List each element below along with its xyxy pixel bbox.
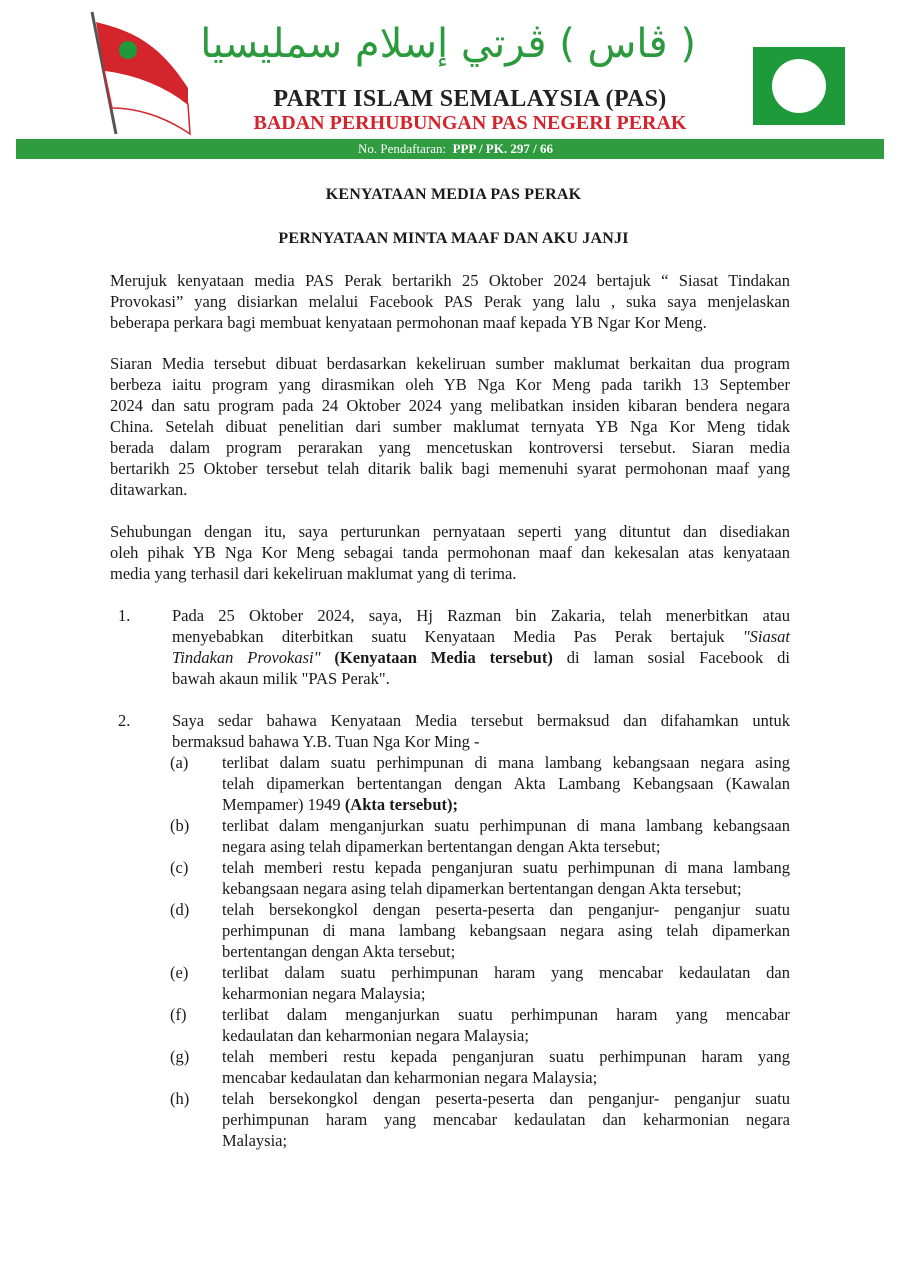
paragraph-line: Provokasi” yang disiarkan melalui Facebook PAS Perak yang lalu , suka saya menjelaskan xyxy=(110,292,790,311)
sub-item-body xyxy=(222,962,790,1004)
sub-item-line: mencabar kedaulatan dan keharmonian negara Malaysia; xyxy=(222,1068,598,1087)
pas-moon-emblem xyxy=(753,47,845,125)
paragraph-line: berbeza iaitu program yang dirasmikan oleh YB Nga Kor Meng pada tarikh 13 September xyxy=(110,375,790,394)
paragraph-line: berada dalam program perarakan yang mencetuskan kontroversi tersebut. Siaran media xyxy=(110,438,790,457)
sub-item-line: bertentangan dengan Akta tersebut; xyxy=(222,942,456,961)
sub-item-line: telah memberi restu kepada penganjuran suatu perhimpunan haram yang xyxy=(222,1047,790,1066)
sub-item-body xyxy=(222,1046,790,1088)
item-line: Pada 25 Oktober 2024, saya, Hj Razman bin Zakaria, telah menerbitkan atau xyxy=(172,606,790,625)
paragraph-line: 2024 dan satu program pada 24 Oktober 2024 yang melibatkan insiden kibaran bendera negara xyxy=(110,396,790,415)
sub-item-line: perhimpunan haram yang mencabar kedaulatan dan keharmonian negara xyxy=(222,1110,790,1129)
sub-item-body xyxy=(222,752,790,815)
registration xyxy=(358,139,553,159)
sub-item-mark: (d) xyxy=(170,900,190,919)
sub-item-line: terlibat dalam suatu perhimpunan di mana lambang kebangsaan negara asing xyxy=(222,753,790,772)
item-body xyxy=(172,605,790,689)
paragraph-line: ditawarkan. xyxy=(110,480,188,499)
sub-item-defined-term: (Akta tersebut); xyxy=(344,795,458,814)
letterhead xyxy=(0,0,907,165)
sub-item-mark: (c) xyxy=(170,858,189,877)
sub-item-line: terlibat dalam menganjurkan suatu perhimpunan haram yang mencabar xyxy=(222,1005,790,1024)
document-title: KENYATAAN MEDIA PAS PERAK xyxy=(325,186,582,203)
registration-bar xyxy=(16,139,884,159)
sub-item-mark: (b) xyxy=(170,816,190,835)
sub-item-body xyxy=(222,1088,790,1151)
sub-item-line: telah dipamerkan bertentangan dengan Akta Lambang Kebangsaan (Kawalan xyxy=(222,774,790,793)
paragraph-line: bertarikh 25 Oktober tersebut telah ditarik balik bagi memenuhi syarat permohonan maaf yang xyxy=(110,459,790,478)
paragraph-3 xyxy=(110,521,790,584)
sub-item-line: Malaysia; xyxy=(222,1131,288,1150)
paragraph-2 xyxy=(110,353,790,500)
item-line: bermaksud bahawa Y.B. Tuan Nga Kor Ming - xyxy=(172,732,480,751)
paragraph-line: Sehubungan dengan itu, saya perturunkan pernyataan seperti yang dituntut dan disediakan xyxy=(110,522,790,541)
paragraph-1 xyxy=(110,270,790,333)
sub-item-line: terlibat dalam menganjurkan suatu perhimpunan di mana lambang kebangsaan xyxy=(222,816,790,835)
paragraph-line: beberapa perkara bagi membuat kenyataan permohonan maaf kepada YB Ngar Kor Meng. xyxy=(110,313,707,332)
sub-item-mark: (h) xyxy=(170,1089,190,1108)
item-title-italic: "Siasat xyxy=(742,627,790,646)
sub-item-line xyxy=(222,794,790,815)
sub-item-body xyxy=(222,899,790,962)
arabic-party-title: ( ڤاس ) ڤرتي إسلام سمليسيا xyxy=(200,21,696,67)
item-text: menyebabkan diterbitkan suatu Kenyataan Media Pas Perak bertajuk xyxy=(172,627,743,646)
paragraph-line: Siaran Media tersebut dibuat berdasarkan kekeliruan sumber maklumat berkaitan dua program xyxy=(110,354,790,373)
sub-item-line: keharmonian negara Malaysia; xyxy=(222,984,426,1003)
sub-item-line: perhimpunan di mana lambang kebangsaan negara asing telah dipamerkan xyxy=(222,921,790,940)
sub-item-body xyxy=(222,857,790,899)
document-subtitle: PERNYATAAN MINTA MAAF DAN AKU JANJI xyxy=(278,230,629,247)
registration-number: PPP / PK. 297 / 66 xyxy=(452,141,553,156)
paragraph-line: oleh pihak YB Nga Kor Meng sebagai tanda permohonan maaf dan kekesalan atas kenyataan xyxy=(110,543,790,562)
sub-item-body xyxy=(222,815,790,857)
paragraph-line: China. Setelah dibuat penelitian dari sumber maklumat ternyata YB Nga Kor Meng tidak xyxy=(110,417,790,436)
sub-item-line: kebangsaan negara asing telah dipamerkan bertentangan dengan Akta tersebut; xyxy=(222,879,742,898)
item-line xyxy=(172,626,790,647)
sub-item-line: telah bersekongkol dengan peserta-peserta dan penganjur- penganjur suatu xyxy=(222,900,790,919)
branch-name: BADAN PERHUBUNGAN PAS NEGERI PERAK xyxy=(253,112,687,134)
paragraph-line: Merujuk kenyataan media PAS Perak bertarikh 25 Oktober 2024 bertajuk “ Siasat Tindakan xyxy=(110,271,790,290)
moon-icon xyxy=(772,59,826,113)
paragraph-line: media yang terhasil dari kekeliruan maklumat yang di terima. xyxy=(110,564,517,583)
sub-item-line: terlibat dalam suatu perhimpunan haram yang mencabar kedaulatan dan xyxy=(222,963,790,982)
item-line xyxy=(172,647,790,668)
sub-item-mark: (f) xyxy=(170,1005,187,1024)
sub-item-line: telah memberi restu kepada penganjuran suatu perhimpunan di mana lambang xyxy=(222,858,790,877)
sub-item-line: telah bersekongkol dengan peserta-peserta dan penganjur- penganjur suatu xyxy=(222,1089,790,1108)
item-defined-term: (Kenyataan Media tersebut) xyxy=(320,648,553,667)
sub-item-mark: (g) xyxy=(170,1047,190,1066)
sub-item-line: negara asing telah dipamerkan bertentangan dengan Akta tersebut; xyxy=(222,837,661,856)
item-line: bawah akaun milik "PAS Perak". xyxy=(172,669,390,688)
sub-item-mark: (e) xyxy=(170,963,189,982)
item-text: di laman sosial Facebook di xyxy=(552,648,790,667)
sub-item-line: kedaulatan dan keharmonian negara Malaysia; xyxy=(222,1026,529,1045)
item-number: 2. xyxy=(118,711,131,730)
sub-item-body xyxy=(222,1004,790,1046)
item-line: Saya sedar bahawa Kenyataan Media tersebut bermaksud dan difahamkan untuk xyxy=(172,711,790,730)
item-number: 1. xyxy=(118,606,131,625)
sub-item-mark: (a) xyxy=(170,753,189,772)
sub-item-text: Mempamer) 1949 xyxy=(222,795,345,814)
item-title-italic: Tindakan Provokasi" xyxy=(172,648,321,667)
party-name: PARTI ISLAM SEMALAYSIA (PAS) xyxy=(273,86,667,112)
item-body xyxy=(172,710,790,752)
registration-label: No. Pendaftaran: xyxy=(358,141,447,156)
pas-flag-logo xyxy=(86,8,196,138)
